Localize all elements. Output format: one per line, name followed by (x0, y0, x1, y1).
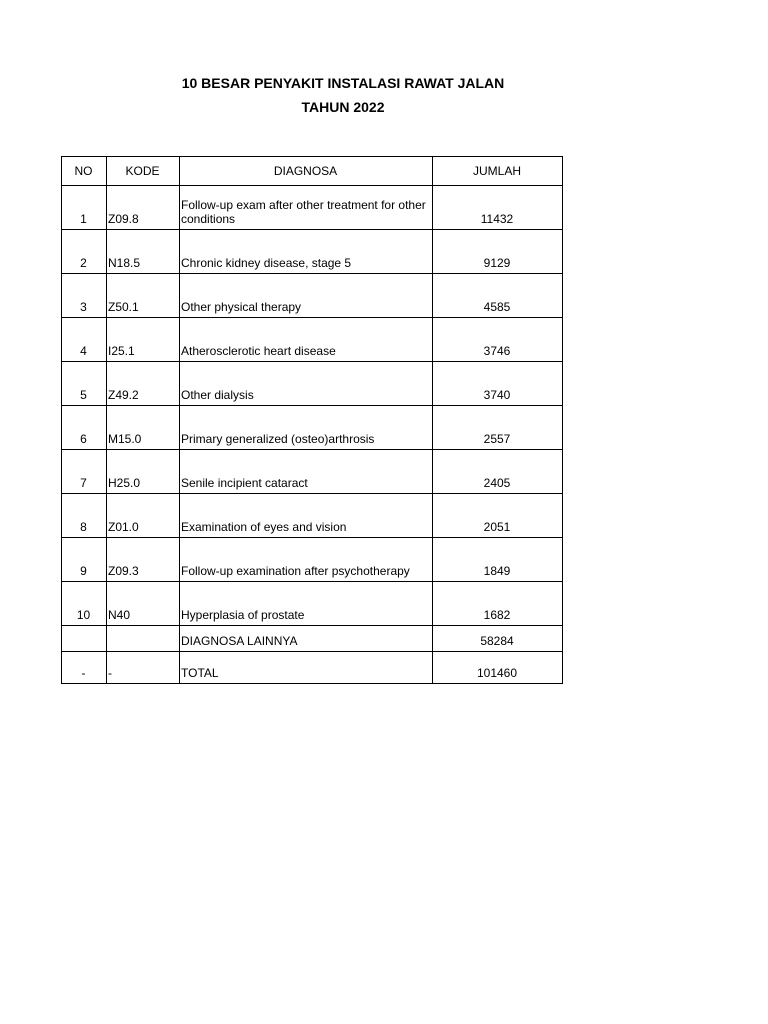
table-row (62, 406, 563, 450)
cell-jumlah: 9129 (433, 230, 563, 274)
cell-jumlah: 3740 (433, 362, 563, 406)
cell-diagnosa: Primary generalized (osteo)arthrosis (180, 406, 433, 450)
cell-jumlah: 1849 (433, 538, 563, 582)
cell-kode: Z09.3 (107, 538, 180, 582)
cell-jumlah: 2557 (433, 406, 563, 450)
cell-no: 8 (62, 494, 107, 538)
cell-no: - (62, 652, 107, 684)
cell-jumlah: 101460 (433, 652, 563, 684)
header-no: NO (62, 157, 107, 186)
cell-jumlah: 1682 (433, 582, 563, 626)
cell-diagnosa: Follow-up examination after psychotherapy (180, 538, 433, 582)
table-row (62, 494, 563, 538)
page-subtitle-year: TAHUN 2022 (301, 99, 385, 115)
cell-diagnosa: Senile incipient cataract (180, 450, 433, 494)
cell-diagnosa: Hyperplasia of prostate (180, 582, 433, 626)
cell-diagnosa: Chronic kidney disease, stage 5 (180, 230, 433, 274)
cell-diagnosa: TOTAL (180, 652, 433, 684)
cell-diagnosa: Atherosclerotic heart disease (180, 318, 433, 362)
cell-no: 6 (62, 406, 107, 450)
cell-no: 7 (62, 450, 107, 494)
cell-jumlah: 11432 (433, 186, 563, 230)
page-title: 10 BESAR PENYAKIT INSTALASI RAWAT JALAN (181, 75, 505, 91)
cell-no: 9 (62, 538, 107, 582)
header-jumlah: JUMLAH (433, 157, 563, 186)
header-kode: KODE (107, 157, 180, 186)
cell-kode: I25.1 (107, 318, 180, 362)
table-row (62, 318, 563, 362)
cell-jumlah: 2051 (433, 494, 563, 538)
cell-kode: Z09.8 (107, 186, 180, 230)
table-row (62, 274, 563, 318)
cell-diagnosa: DIAGNOSA LAINNYA (180, 626, 433, 652)
cell-kode: - (107, 652, 180, 684)
table-row (62, 186, 563, 230)
cell-kode: Z49.2 (107, 362, 180, 406)
cell-jumlah: 58284 (433, 626, 563, 652)
cell-kode: Z50.1 (107, 274, 180, 318)
cell-diagnosa: Other physical therapy (180, 274, 433, 318)
cell-kode: N18.5 (107, 230, 180, 274)
table-row (62, 362, 563, 406)
disease-table (61, 156, 563, 684)
cell-no: 3 (62, 274, 107, 318)
cell-kode (107, 626, 180, 652)
cell-no (62, 626, 107, 652)
table-row (62, 230, 563, 274)
cell-diagnosa: Other dialysis (180, 362, 433, 406)
cell-no: 1 (62, 186, 107, 230)
cell-jumlah: 3746 (433, 318, 563, 362)
cell-kode: H25.0 (107, 450, 180, 494)
cell-jumlah: 2405 (433, 450, 563, 494)
cell-kode: N40 (107, 582, 180, 626)
table-row-total (62, 652, 563, 684)
cell-no: 10 (62, 582, 107, 626)
cell-no: 2 (62, 230, 107, 274)
table-row (62, 538, 563, 582)
cell-diagnosa: Follow-up exam after other treatment for other conditions (180, 186, 433, 230)
table-row (62, 582, 563, 626)
table-row-other (62, 626, 563, 652)
header-diagnosa: DIAGNOSA (180, 157, 433, 186)
table-row (62, 450, 563, 494)
table-header-row (62, 157, 563, 186)
cell-diagnosa: Examination of eyes and vision (180, 494, 433, 538)
cell-no: 5 (62, 362, 107, 406)
cell-kode: Z01.0 (107, 494, 180, 538)
cell-no: 4 (62, 318, 107, 362)
cell-kode: M15.0 (107, 406, 180, 450)
cell-jumlah: 4585 (433, 274, 563, 318)
